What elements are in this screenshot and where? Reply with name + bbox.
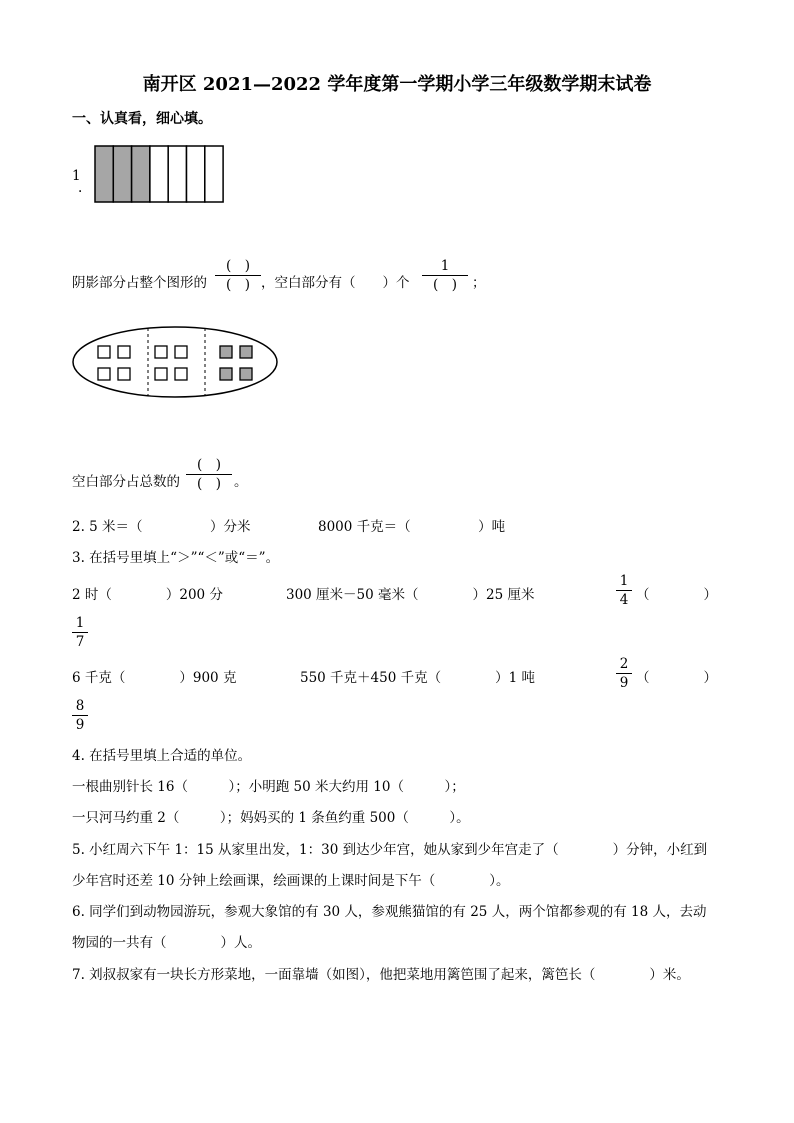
q1-text-b: ，空白部分有（ ）个 [261, 275, 410, 291]
oval-outline [73, 327, 277, 397]
oval-square [155, 346, 167, 358]
q1-text-a: 阴影部分占整个图形的 [72, 275, 207, 291]
oval-square [220, 346, 232, 358]
q3-row1-a: 2 时（ ）200 分 [72, 587, 223, 603]
section-heading: 一、认真看，细心填。 [72, 111, 212, 127]
q6-line-1: 6. 同学们到动物园游玩，参观大象馆的有 30 人，参观熊猫馆的有 25 人，两个馆都参观的有 18 人，去动 [72, 904, 707, 920]
strip-cell [113, 146, 131, 202]
strip-cell [187, 146, 205, 202]
q1-text-c-end: 。 [234, 474, 248, 490]
q5-line-1: 5. 小红周六下午 1：15 从家里出发，1：30 到达少年宫，她从家到少年宫走了（ ）分钟，小红到 [72, 842, 708, 858]
q6-line-2: 物园的一共有（ ）人。 [72, 935, 261, 951]
oval-square [175, 346, 187, 358]
q5-line-2: 少年宫时还差 10 分钟上绘画课，绘画课的上课时间是下午（ ）。 [72, 873, 510, 889]
q3-row1-c-paren: （ ） [636, 587, 717, 603]
q4-line-2: 一只河马约重 2（ ）；妈妈买的 1 条鱼约重 500（ ）。 [72, 810, 470, 826]
oval-square [175, 368, 187, 380]
blank-fraction-2[interactable]: ( ) ( ) [186, 456, 232, 493]
oval-square [155, 368, 167, 380]
oval-square [220, 368, 232, 380]
fraction-1-7: 1 7 [72, 614, 88, 651]
oval-square [118, 346, 130, 358]
q3-row2-a: 6 千克（ ）900 克 [72, 670, 237, 686]
q1-text-c: 空白部分占总数的 [72, 474, 180, 490]
oval-square [240, 346, 252, 358]
fraction-1-4: 1 4 [616, 572, 632, 609]
oval-square [240, 368, 252, 380]
question-dot: . [78, 180, 83, 196]
unit-fraction-blank[interactable]: 1 ( ) [422, 257, 468, 294]
oval-square [98, 368, 110, 380]
q2-part-b: 8000 千克＝（ ）吨 [318, 519, 506, 535]
oval-square [98, 346, 110, 358]
page-title: 南开区 2021—2022 学年度第一学期小学三年级数学期末试卷 [142, 74, 652, 95]
blank-fraction-1[interactable]: ( ) ( ) [215, 257, 261, 294]
strip-cell [150, 146, 168, 202]
fraction-8-9: 8 9 [72, 697, 88, 734]
q3-row1-b: 300 厘米－50 毫米（ ）25 厘米 [286, 587, 535, 603]
oval-square [118, 368, 130, 380]
q4-title: 4. 在括号里填上合适的单位。 [72, 748, 252, 764]
q7-line-1: 7. 刘叔叔家有一块长方形菜地，一面靠墙（如图），他把菜地用篱笆围了起来，篱笆长（ ）米。 [72, 967, 690, 983]
strip-cell [132, 146, 150, 202]
q3-row2-b: 550 千克＋450 千克（ ）1 吨 [300, 670, 535, 686]
q1-text-end: ； [472, 275, 486, 291]
q3-row2-c-paren: （ ） [636, 670, 717, 686]
q2-part-a: 2. 5 米＝（ ）分米 [72, 519, 251, 535]
question-number: 1 [72, 168, 81, 184]
strip-cell [95, 146, 113, 202]
fraction-2-9: 2 9 [616, 655, 632, 692]
fraction-strip-figure [94, 145, 224, 203]
strip-cell [168, 146, 186, 202]
oval-groups-figure [72, 326, 280, 398]
q4-line-1: 一根曲别针长 16（ ）；小明跑 50 米大约用 10（ ）； [72, 779, 465, 795]
q3-title: 3. 在括号里填上“＞”“＜”或“＝”。 [72, 550, 280, 566]
strip-cell [205, 146, 223, 202]
